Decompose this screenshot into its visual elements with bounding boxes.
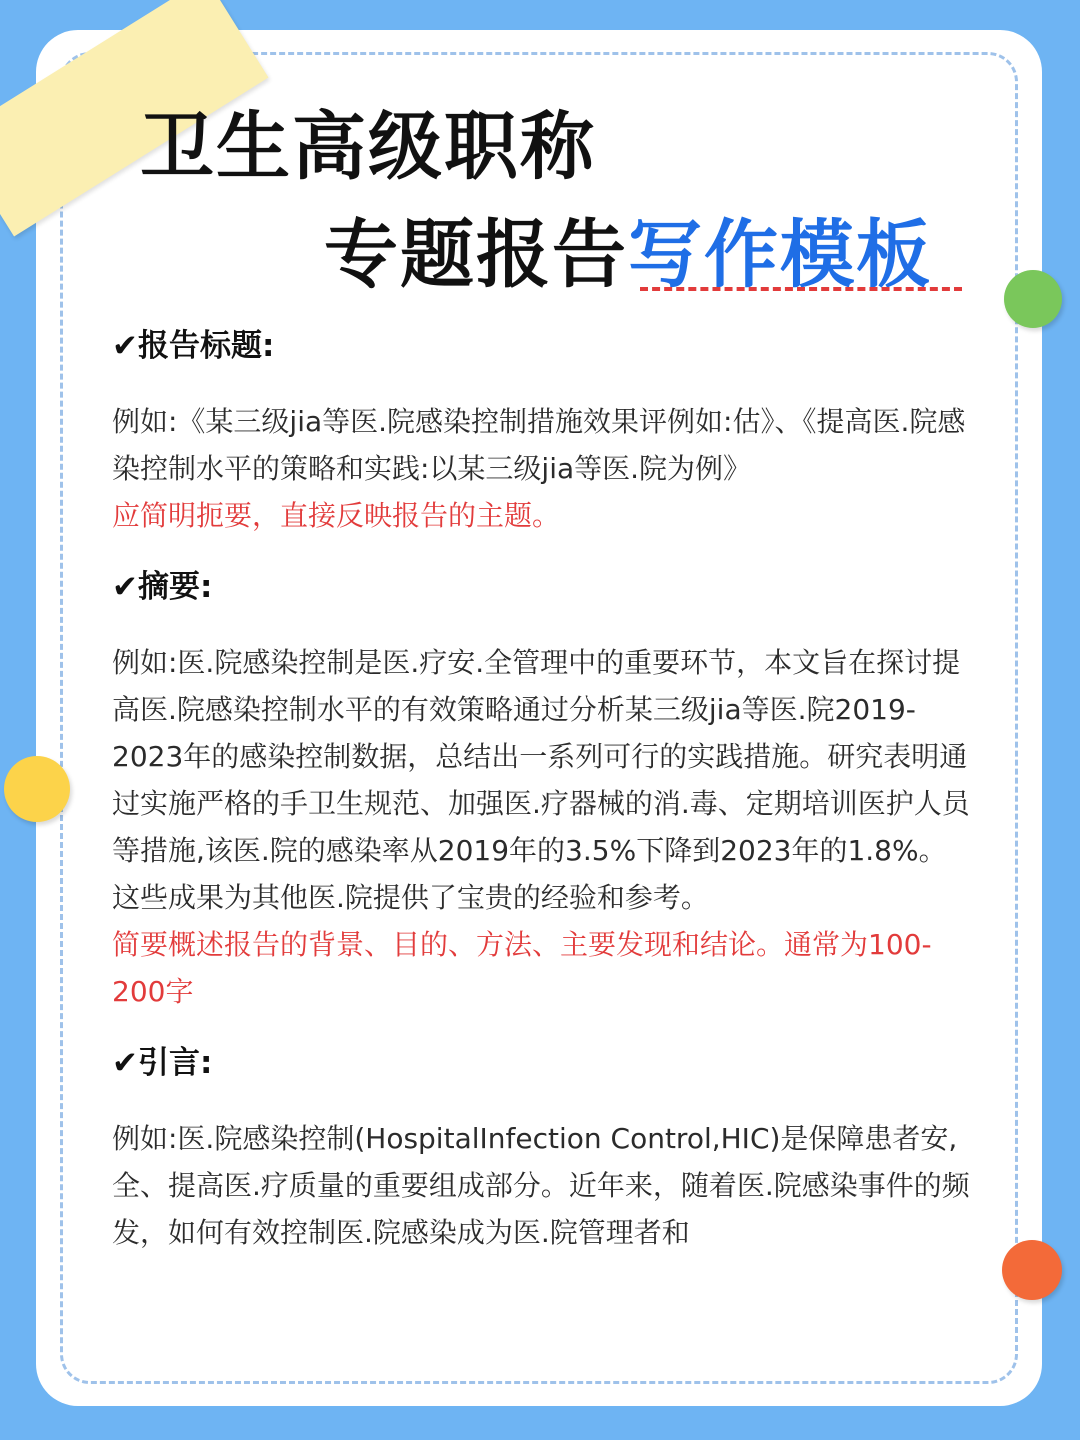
orange-dot-decoration — [1002, 1240, 1062, 1300]
section-note-abstract: 简要概述报告的背景、目的、方法、主要发现和结论。通常为100-200字 — [112, 928, 932, 1008]
green-dot-decoration — [1004, 270, 1062, 328]
article-body — [112, 320, 972, 1256]
section-example-report-title: 例如:《某三级jia等医.院感染控制措施效果评例如:估》、《提高医.院感染控制水平的策略和实践:以某三级jia等医.院为例》 — [112, 405, 966, 485]
section-heading-introduction: ✔引言: — [112, 1045, 213, 1081]
section-note-report-title: 应简明扼要，直接反映报告的主题。 — [112, 499, 561, 532]
section-example-introduction: 例如:医.院感染控制(HospitalInfection Control,HIC)是保障患者安,全、提高医.疗质量的重要组成部分。近年来，随着医.院感染事件的频发，如何有效控制医.院感染成为医.院管理者和 — [112, 1122, 970, 1249]
title-line-2-accent: 写作模板 — [628, 212, 932, 298]
section-heading-abstract: ✔摘要: — [112, 569, 213, 605]
title-line-2-black: 专题报告 — [324, 212, 628, 298]
section-heading-report-title: ✔报告标题: — [112, 328, 275, 364]
yellow-dot-decoration — [4, 756, 70, 822]
title-line-1: 卫生高级职称 — [140, 104, 596, 190]
title-dashed-underline — [640, 287, 962, 291]
section-example-abstract: 例如:医.院感染控制是医.疗安.全管理中的重要环节，本文旨在探讨提高医.院感染控制水平的有效策略通过分析某三级jia等医.院2019-2023年的感染控制数据，总结出一系列可行的实践措施。研究表明通过实施严格的手卫生规范、加强医.疗器械的消.毒、定期培训医护人员等措施,该医.院的感染率从2019年的3.5%下降到2023年的1.8%。这些成果为其他医.院提供了宝贵的经验和参考。 — [112, 646, 970, 914]
